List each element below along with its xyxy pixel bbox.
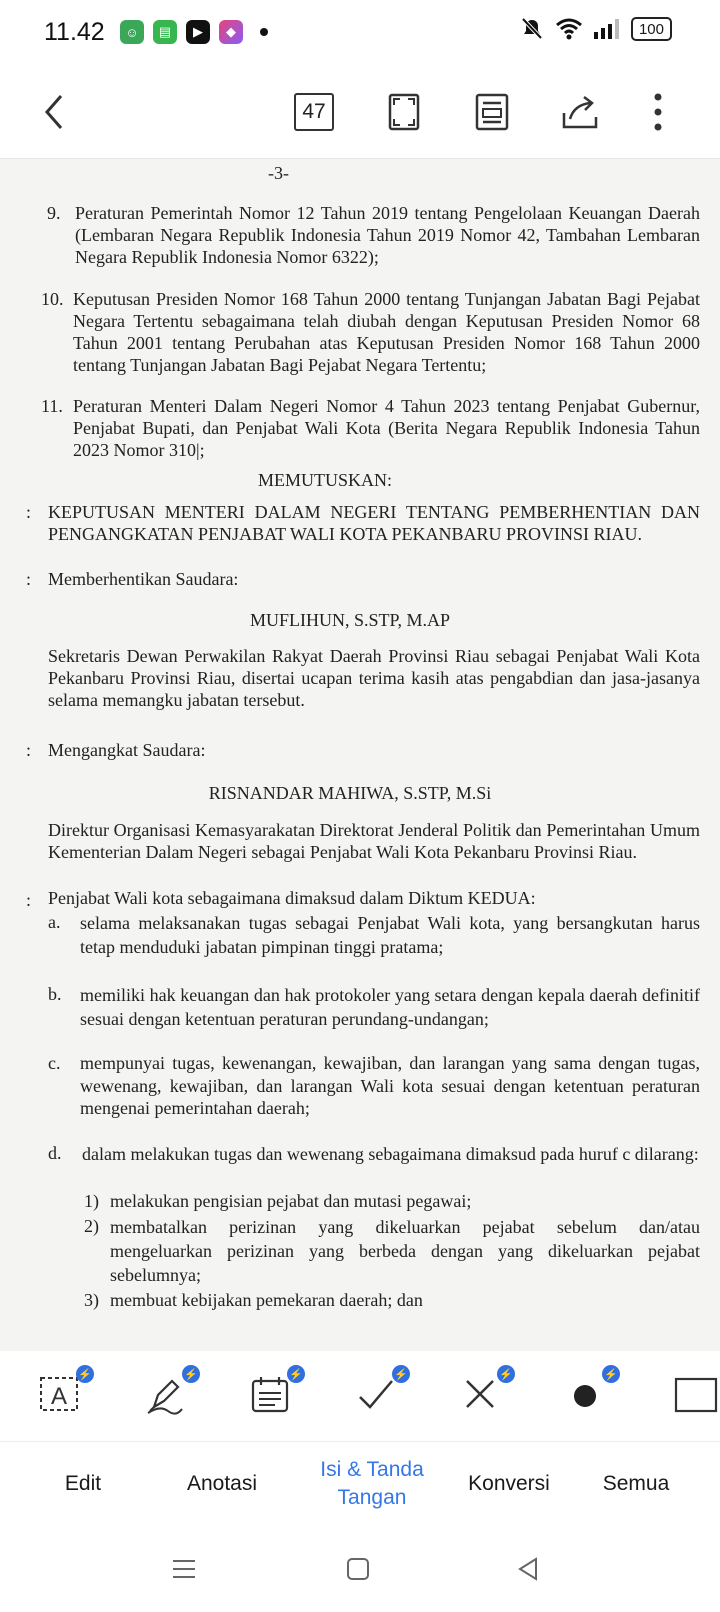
sub-item-text: dalam melakukan tugas dan wewenang sebagaimana dimaksud pada huruf c dilarang: bbox=[82, 1144, 699, 1164]
sub-item-letter: d. bbox=[48, 1143, 62, 1163]
tab-convert[interactable]: Konversi bbox=[468, 1472, 550, 1495]
diktum-colon: : bbox=[26, 502, 32, 522]
numbered-item-number: 3) bbox=[84, 1290, 99, 1310]
more-options-button[interactable] bbox=[646, 88, 670, 136]
premium-badge-icon: ⚡ bbox=[602, 1365, 620, 1383]
share-button[interactable] bbox=[556, 88, 604, 136]
wifi-icon bbox=[555, 17, 583, 41]
numbered-item-text: melakukan pengisian pejabat dan mutasi pegawai; bbox=[110, 1191, 472, 1211]
item-number: 10. bbox=[41, 289, 64, 309]
item-number: 11. bbox=[41, 396, 63, 416]
rectangle-icon bbox=[672, 1373, 720, 1415]
battery-level: 100 bbox=[638, 20, 664, 38]
sub-item-text: selama melaksanakan tugas sebagai Penjabat Wali kota, yang bersangkutan harus tetap menduduki jabatan pimpinan tinggi pratama; bbox=[80, 913, 700, 957]
notification-icons bbox=[120, 20, 268, 44]
sub-item-letter: b. bbox=[48, 984, 62, 1004]
shortcut-icon: ◆ bbox=[219, 20, 243, 44]
next-tool[interactable] bbox=[672, 1373, 720, 1419]
fullscreen-icon bbox=[388, 93, 420, 131]
item-text: Peraturan Menteri Dalam Negeri Nomor 4 Tahun 2023 tentang Penjabat Gubernur, Penjabat Bupati, dan Penjabat Wali Kota (Berita Negara Republik Indonesia Tahun 2023 Nomor 310|; bbox=[73, 396, 700, 460]
appoint-text: Direktur Organisasi Kemasyarakatan Direktorat Jenderal Politik dan Pemerintahan Umum Kementerian Dalam Negeri sebagai Penjabat Wali Kota Pekanbaru Provinsi Riau. bbox=[48, 820, 700, 862]
page-view-button[interactable] bbox=[468, 88, 516, 136]
mute-icon bbox=[519, 16, 545, 42]
check-icon bbox=[354, 1373, 396, 1415]
more-notifications-icon bbox=[260, 28, 268, 36]
tab-edit[interactable]: Edit bbox=[64, 1472, 102, 1495]
dot-tool[interactable] bbox=[564, 1368, 618, 1419]
fullscreen-button[interactable] bbox=[380, 88, 428, 136]
decision-heading: MEMUTUSKAN: bbox=[257, 470, 392, 490]
numbered-item-number: 2) bbox=[84, 1216, 99, 1236]
item-text: Peraturan Pemerintah Nomor 12 Tahun 2019 tentang Pengelolaan Keuangan Daerah (Lembaran Negara Republik Indonesia Tahun 2019 Nomor 42, Tambahan Lembaran Negara Republik Indonesia Nomor 6322); bbox=[75, 203, 700, 267]
sub-item-text: mempunyai tugas, kewenangan, kewajiban, dan larangan yang sama dengan tugas, wewenang, kewajiban, dan larangan Wali kota sesuai dengan ketentuan peraturan mengenai pemerintahan daerah; bbox=[80, 1053, 700, 1118]
svg-text:A: A bbox=[50, 1383, 68, 1410]
home-icon[interactable] bbox=[344, 1555, 372, 1583]
page-label: -3- bbox=[268, 163, 289, 183]
page-view-icon bbox=[475, 93, 509, 131]
item-text: Keputusan Presiden Nomor 168 Tahun 2000 tentang Tunjangan Jabatan Bagi Pejabat Negara Tertentu sebagaimana telah diubah dengan Keputusan Presiden Nomor 68 Tahun 2001 tentang Perubahan atas Keputusan Presiden Nomor 168 Tahun 2000 tentang Tunjangan Jabatan Bagi Pejabat Negara Tertentu; bbox=[73, 289, 700, 375]
numbered-item-text: membuat kebijakan pemekaran daerah; dan bbox=[110, 1290, 423, 1310]
bottom-tab-bar bbox=[0, 1441, 720, 1538]
tab-fill-sign[interactable]: Isi & Tanda Tangan bbox=[320, 1458, 424, 1509]
battery-indicator bbox=[631, 17, 672, 41]
numbered-item-text: membatalkan perizinan yang dikeluarkan pejabat sebelum dan/atau mengeluarkan perizinan yang berbeda dengan yang dikeluarkan pejabat sebelumnya; bbox=[110, 1217, 700, 1285]
third-label: Penjabat Wali kota sebagaimana dimaksud dalam Diktum KEDUA: bbox=[48, 888, 536, 908]
page-count: 47 bbox=[294, 93, 334, 131]
decision-title: KEPUTUSAN MENTERI DALAM NEGERI TENTANG PEMBERHENTIAN DAN PENGANGKATAN PENJABAT WALI KOTA PEKANBARU PROVINSI RIAU. bbox=[48, 502, 700, 544]
fill-sign-tools bbox=[0, 1351, 720, 1441]
signal-icon bbox=[593, 18, 621, 40]
system-icons bbox=[519, 16, 672, 42]
diktum-colon: : bbox=[26, 890, 32, 910]
appoint-label: Mengangkat Saudara: bbox=[48, 740, 206, 760]
check-tool[interactable] bbox=[354, 1368, 408, 1419]
cross-tool[interactable] bbox=[459, 1368, 513, 1419]
premium-badge-icon: ⚡ bbox=[76, 1365, 94, 1383]
diktum-colon: : bbox=[26, 569, 32, 589]
document-page[interactable] bbox=[0, 159, 720, 1351]
back-button[interactable] bbox=[34, 88, 74, 136]
dismiss-text: Sekretaris Dewan Perwakilan Rakyat Daerah Provinsi Riau sebagai Penjabat Wali Kota Pekanbaru Provinsi Riau, disertai ucapan terima kasih atas pengabdian dan jasa-jasanya selama memangku jabatan tersebut. bbox=[48, 646, 700, 710]
sub-item-text: memiliki hak keuangan dan hak protokoler yang setara dengan kepala daerah definitif sesuai dengan ketentuan peraturan perundang-undangan; bbox=[80, 985, 700, 1029]
appoint-name: RISNANDAR MAHIWA, S.STP, M.Si bbox=[208, 783, 492, 803]
system-nav-bar bbox=[0, 1537, 720, 1612]
sub-item-letter: a. bbox=[48, 912, 61, 932]
cross-icon bbox=[459, 1373, 501, 1415]
dismiss-name: MUFLIHUN, S.STP, M.AP bbox=[249, 610, 451, 630]
dismiss-label: Memberhentikan Saudara: bbox=[48, 569, 239, 589]
date-tool[interactable] bbox=[249, 1368, 303, 1419]
diktum-colon: : bbox=[26, 740, 32, 760]
back-nav-icon[interactable] bbox=[514, 1555, 542, 1583]
menu-icon[interactable] bbox=[170, 1555, 198, 1583]
dot-icon bbox=[564, 1373, 606, 1415]
text-box-tool[interactable] bbox=[38, 1368, 92, 1419]
tab-annotation[interactable]: Anotasi bbox=[186, 1472, 258, 1495]
wechat-icon: ☺ bbox=[120, 20, 144, 44]
top-toolbar bbox=[0, 66, 720, 159]
date-icon bbox=[249, 1373, 291, 1415]
text-box-icon bbox=[38, 1373, 80, 1415]
sub-item-letter: c. bbox=[48, 1053, 61, 1073]
signature-pen-icon bbox=[144, 1373, 186, 1415]
youtube-icon: ▶ bbox=[186, 20, 210, 44]
premium-badge-icon: ⚡ bbox=[287, 1365, 305, 1383]
more-vertical-icon bbox=[653, 92, 663, 132]
status-time: 11.42 bbox=[44, 18, 105, 46]
messages-icon: ▤ bbox=[153, 20, 177, 44]
back-arrow-icon bbox=[41, 92, 67, 132]
tab-all[interactable]: Semua bbox=[602, 1472, 670, 1495]
page-count-button[interactable] bbox=[290, 88, 338, 136]
share-icon bbox=[560, 93, 600, 131]
status-bar bbox=[0, 0, 720, 66]
premium-badge-icon: ⚡ bbox=[497, 1365, 515, 1383]
numbered-item-number: 1) bbox=[84, 1191, 99, 1211]
premium-badge-icon: ⚡ bbox=[182, 1365, 200, 1383]
premium-badge-icon: ⚡ bbox=[392, 1365, 410, 1383]
signature-tool[interactable] bbox=[144, 1368, 198, 1419]
item-number: 9. bbox=[47, 203, 61, 223]
